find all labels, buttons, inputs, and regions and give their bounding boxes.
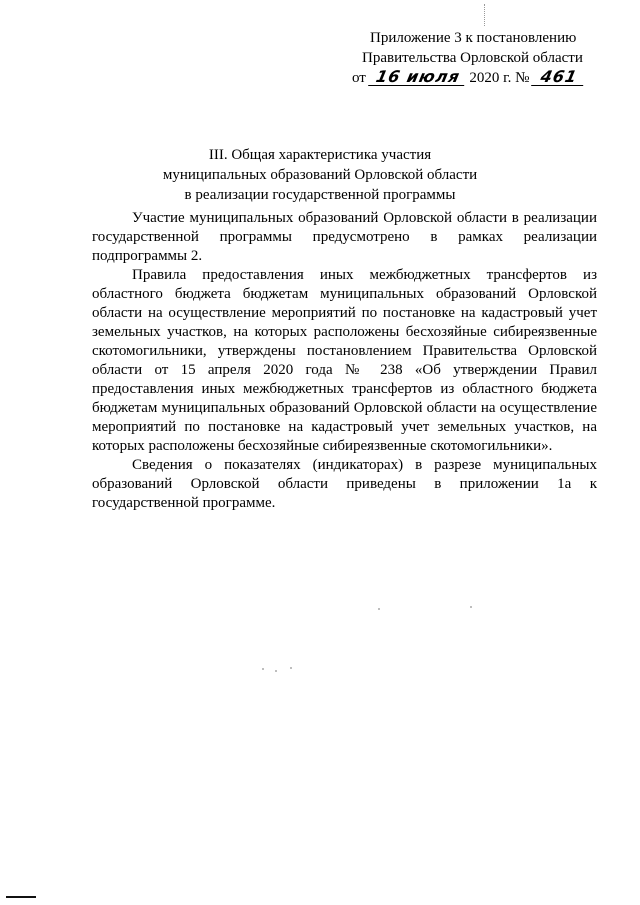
scan-edge-mark xyxy=(6,896,36,898)
annex-line-1: Приложение 3 к постановлению xyxy=(370,30,577,46)
heading-line-2: муниципальных образований Орловской области xyxy=(162,167,478,183)
handwritten-date: 16 июля xyxy=(368,68,468,86)
paragraph-3: Сведения о показателях (индикаторах) в разрезе муниципальных образований Орловской области приведены в приложении 1а к государственной программе. xyxy=(92,457,597,511)
section-heading xyxy=(100,145,540,205)
heading-line-1: III. Общая характеристика участия xyxy=(208,147,432,163)
paragraph-2: Правила предоставления иных межбюджетных трансфертов из областного бюджета бюджетам муниципальных образований Орловской области на осуществление мероприятий по постановке на кадастровый учет земельных участков, на которых расположены бесхозяйные сибиреязвенные скотомогильники, утверждены постановлением Правительства Орловской области от 15 апреля 2020 года № 238 «Об утверждении Правил предоставления иных межбюджетных трансфертов из областного бюджета бюджетам муниципальных образований Орловской области на осуществление мероприятий по постановке на кадастровый учет земельных участков, на которых расположены бесхозяйные сибиреязвенные скотомогильники». xyxy=(92,267,597,454)
scan-speck xyxy=(290,667,292,669)
scan-artifact xyxy=(484,4,486,26)
scan-speck xyxy=(470,606,472,608)
annex-from-label: от xyxy=(352,70,366,86)
scan-speck xyxy=(378,608,380,610)
annex-year-label: 2020 г. № xyxy=(469,70,530,86)
annex-header xyxy=(352,28,602,88)
paragraph-1: Участие муниципальных образований Орловской области в реализации государственной программы предусмотрено в рамках реализации подпрограммы 2. xyxy=(92,210,597,264)
handwritten-number: 461 xyxy=(531,68,587,86)
scan-speck xyxy=(262,668,264,670)
heading-line-3: в реализации государственной программы xyxy=(184,187,456,203)
annex-line-2: Правительства Орловской области xyxy=(362,50,583,66)
body-text xyxy=(92,209,597,513)
annex-date-line xyxy=(352,68,602,88)
scan-speck xyxy=(275,670,277,672)
